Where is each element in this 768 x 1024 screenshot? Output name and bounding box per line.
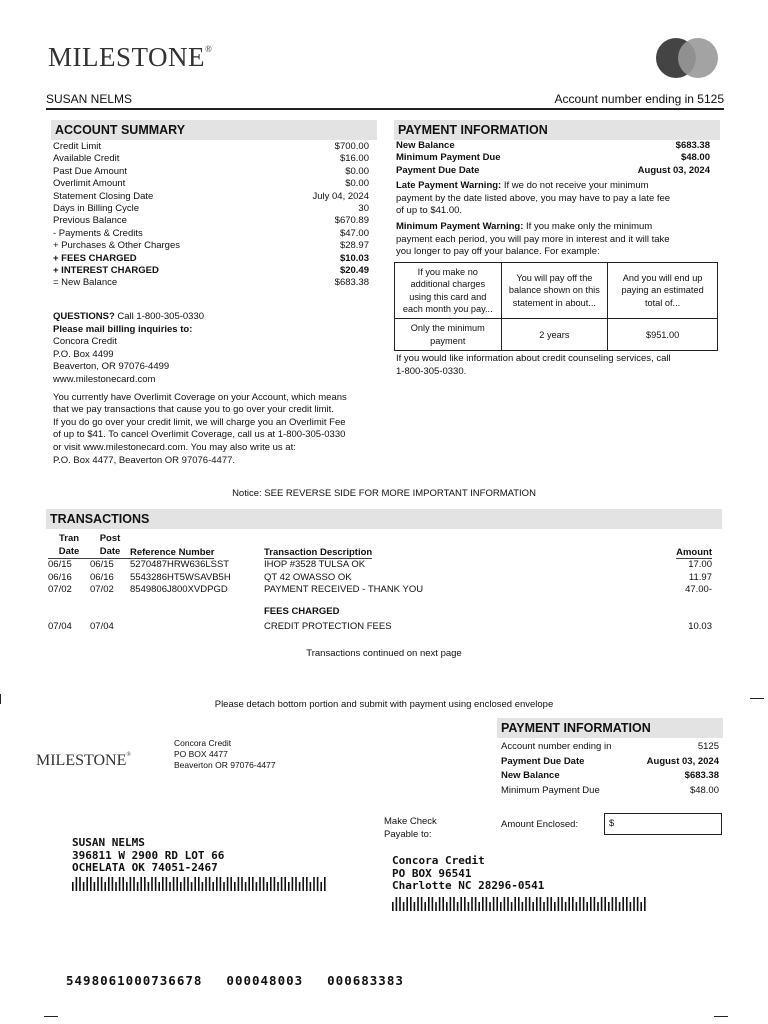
barcode-bar xyxy=(227,877,229,891)
section-title: ACCOUNT SUMMARY xyxy=(51,120,377,140)
barcode-bar xyxy=(144,877,146,891)
barcode-bar xyxy=(590,897,592,911)
barcode-bar xyxy=(252,877,254,891)
barcode-bar xyxy=(630,902,632,911)
section-title: PAYMENT INFORMATION xyxy=(394,120,720,140)
barcode-bar xyxy=(550,897,552,911)
amount-enclosed-label: Amount Enclosed: xyxy=(501,819,579,830)
barcode-bar xyxy=(234,882,236,891)
contact-info: QUESTIONS? Call 1-800-305-0330 Please mail billing inquiries to: Concora Credit P.O. Box 4499 Beaverton, OR 97076-4499 www.milestonecard.com You currently have Overlimit Coverage on your Account, which means that we pay transactions that cause you to go over your credit limit. If you do go over your credit limit, we will charge you an Overlimit Fee of up to $41. To cancel Overlimit Coverage, call us at 1-800-305-0330 or visit www.milestonecard.com. You may also write us at: P.O. Box 4477, Beaverton OR 97076-4477. xyxy=(53,311,373,467)
continued-note: Transactions continued on next page xyxy=(306,648,462,659)
barcode-bar xyxy=(522,902,524,911)
barcode-bar xyxy=(148,882,150,891)
barcode-bar xyxy=(112,877,114,891)
barcode-bar xyxy=(619,902,621,911)
barcode-bar xyxy=(263,877,265,891)
barcode-bar xyxy=(597,902,599,911)
barcode-bar xyxy=(489,902,491,911)
section-title: PAYMENT INFORMATION xyxy=(497,718,723,738)
barcode-bar xyxy=(446,902,448,911)
barcode-bar xyxy=(586,902,588,911)
cut-mark xyxy=(44,1016,58,1017)
barcode-bar xyxy=(468,902,470,911)
summary-row: Credit Limit $700.00 xyxy=(53,141,369,152)
account-ending: Account number ending in 5125 xyxy=(554,92,724,106)
barcode-bar xyxy=(238,877,240,891)
barcode-bar xyxy=(299,882,301,891)
transaction-rows xyxy=(46,559,722,597)
barcode-bar xyxy=(633,897,635,911)
barcode-bar xyxy=(274,877,276,891)
barcode-bar xyxy=(101,877,103,891)
barcode-bar xyxy=(601,897,603,911)
barcode-bar xyxy=(594,897,596,911)
barcode-bar xyxy=(94,882,96,891)
barcode-bar xyxy=(612,897,614,911)
barcode-bar xyxy=(108,877,110,891)
fees-title: FEES CHARGED xyxy=(264,605,340,617)
milestone-logo: MILESTONE® xyxy=(48,42,213,72)
barcode-bar xyxy=(568,897,570,911)
barcode-bar xyxy=(457,902,459,911)
barcode-bar xyxy=(194,877,196,891)
barcode-bar xyxy=(403,902,405,911)
table-row: 07/02 07/02 8549806J800XVDPGD PAYMENT RECEIVED - THANK YOU 47.00- xyxy=(48,584,712,596)
summary-row: - Payments & Credits $47.00 xyxy=(53,227,369,239)
barcode-bar xyxy=(406,897,408,911)
barcode-bar xyxy=(604,897,606,911)
barcode-bar xyxy=(536,897,538,911)
barcode-bar xyxy=(284,877,286,891)
barcode-bar xyxy=(155,877,157,891)
account-summary-rows xyxy=(51,141,377,290)
scan-line: 5498061000736678 000048003 000683383 xyxy=(66,973,404,988)
barcode-bar xyxy=(162,877,164,891)
barcode-bar xyxy=(424,902,426,911)
barcode-bar xyxy=(532,902,534,911)
coupon-row: Account number ending in 5125 xyxy=(501,741,719,752)
barcode-bar xyxy=(392,902,394,911)
barcode-bar xyxy=(435,902,437,911)
barcode-bar xyxy=(76,877,78,891)
barcode-bar xyxy=(543,902,545,911)
barcode-bar xyxy=(496,897,498,911)
amount-enclosed-field[interactable]: $ xyxy=(604,813,722,835)
barcode-bar xyxy=(579,897,581,911)
barcode-bar xyxy=(169,882,171,891)
barcode-bar xyxy=(79,877,81,891)
barcode-bar xyxy=(202,882,204,891)
barcode-bar xyxy=(317,877,319,891)
account-summary xyxy=(51,120,377,290)
barcode-bar xyxy=(583,897,585,911)
barcode-bar xyxy=(565,902,567,911)
barcode-bar xyxy=(122,877,124,891)
barcode-bar xyxy=(230,877,232,891)
barcode-bar xyxy=(256,882,258,891)
barcode-bar xyxy=(313,877,315,891)
payment-information: PAYMENT INFORMATION New Balance $683.38 Minimum Payment Due $48.00 Payment Due Date August 03, 2024 Late Payment Warning: If we do not receive your minimum payment by the date listed above, you may have to pay a late fee of up to $41.00. Minimum Payment Warning: If you make only the minimum payment each period, you will pay more in interest and it will take you longer to pay off your balance. For example: If you make no additional charges using this card and each month you pay... You will pay off the balance shown on this statement in about... And you will end up paying an estimated total of... Only the minimum payment 2 years $951.00 If you would like information about credit counseling services, call 1-800-305-0330. xyxy=(394,120,720,378)
barcode-bar xyxy=(428,897,430,911)
cut-mark xyxy=(714,1016,728,1017)
barcode-bar xyxy=(396,897,398,911)
barcode-bar xyxy=(97,877,99,891)
barcode-bar xyxy=(421,897,423,911)
barcode-bar xyxy=(281,877,283,891)
barcode-bar xyxy=(176,877,178,891)
barcode-bar xyxy=(209,877,211,891)
barcode-bar xyxy=(475,897,477,911)
barcode-bar xyxy=(295,877,297,891)
summary-row: Days in Billing Cycle 30 xyxy=(53,203,369,215)
barcode-bar xyxy=(151,877,153,891)
barcode-bar xyxy=(166,877,168,891)
barcode-bar xyxy=(292,877,294,891)
barcode-bar xyxy=(115,882,117,891)
barcode-bar xyxy=(277,882,279,891)
postal-barcode xyxy=(392,897,648,911)
barcode-bar xyxy=(288,882,290,891)
barcode-bar xyxy=(223,882,225,891)
barcode-bar xyxy=(310,882,312,891)
barcode-bar xyxy=(259,877,261,891)
barcode-bar xyxy=(626,897,628,911)
barcode-bar xyxy=(640,902,642,911)
barcode-bar xyxy=(439,897,441,911)
detach-instruction: Please detach bottom portion and submit with payment using enclosed envelope xyxy=(214,699,554,710)
account-header xyxy=(46,92,724,106)
barcode-bar xyxy=(504,897,506,911)
barcode-bar xyxy=(241,877,243,891)
barcode-bar xyxy=(133,877,135,891)
make-check-label: Make Check Payable to: xyxy=(384,816,437,840)
barcode-bar xyxy=(72,882,74,891)
customer-address: SUSAN NELMS 396811 W 2900 RD LOT 66 OCHELATA OK 74051-2467 xyxy=(72,836,225,874)
barcode-bar xyxy=(266,882,268,891)
barcode-bar xyxy=(126,882,128,891)
summary-row: + Purchases & Other Charges $28.97 xyxy=(53,240,369,252)
barcode-bar xyxy=(220,877,222,891)
barcode-bar xyxy=(637,897,639,911)
coupon-row: Minimum Payment Due $48.00 xyxy=(501,784,719,796)
barcode-bar xyxy=(410,897,412,911)
barcode-bar xyxy=(90,877,92,891)
barcode-bar xyxy=(184,877,186,891)
barcode-bar xyxy=(540,897,542,911)
barcode-bar xyxy=(137,882,139,891)
postal-barcode xyxy=(72,877,328,891)
notice-text: Notice: SEE REVERSE SIDE FOR MORE IMPORTANT INFORMATION xyxy=(232,488,536,499)
barcode-bar xyxy=(140,877,142,891)
barcode-bar xyxy=(245,882,247,891)
barcode-bar xyxy=(561,897,563,911)
minimum-payment-table: If you make no additional charges using this card and each month you pay... You will pay off the balance shown on this statement in about... And you will end up paying an estimated total of... Only the minimum payment 2 years $951.00 xyxy=(394,262,718,351)
barcode-bar xyxy=(86,877,88,891)
summary-row: Available Credit $16.00 xyxy=(53,153,369,165)
barcode-bar xyxy=(576,902,578,911)
coupon-rows xyxy=(497,740,723,798)
barcode-bar xyxy=(417,897,419,911)
barcode-bar xyxy=(486,897,488,911)
barcode-bar xyxy=(471,897,473,911)
barcode-bar xyxy=(83,882,85,891)
barcode-bar xyxy=(270,877,272,891)
barcode-bar xyxy=(302,877,304,891)
barcode-bar xyxy=(493,897,495,911)
barcode-bar xyxy=(514,897,516,911)
coupon-row: Payment Due Date August 03, 2024 xyxy=(501,755,719,767)
barcode-bar xyxy=(414,902,416,911)
barcode-bar xyxy=(507,897,509,911)
barcode-bar xyxy=(529,897,531,911)
barcode-bar xyxy=(158,882,160,891)
barcode-bar xyxy=(622,897,624,911)
barcode-bar xyxy=(191,882,193,891)
barcode-bar xyxy=(130,877,132,891)
barcode-bar xyxy=(464,897,466,911)
card-network-logo xyxy=(656,38,720,78)
barcode-bar xyxy=(187,877,189,891)
remit-address: Concora Credit PO BOX 4477 Beaverton OR 97076-4477 xyxy=(174,738,276,770)
barcode-bar xyxy=(644,897,646,911)
barcode-bar xyxy=(453,897,455,911)
barcode-bar xyxy=(572,897,574,911)
barcode-bar xyxy=(518,897,520,911)
barcode-bar xyxy=(104,882,106,891)
coupon-row: New Balance $683.38 xyxy=(501,770,719,781)
divider xyxy=(46,108,724,110)
section-title: TRANSACTIONS xyxy=(46,509,722,529)
barcode-bar xyxy=(399,897,401,911)
table-row: 07/04 07/04 CREDIT PROTECTION FEES 10.03 xyxy=(48,620,712,632)
summary-row: = New Balance $683.38 xyxy=(53,277,369,289)
barcode-bar xyxy=(558,897,560,911)
barcode-bar xyxy=(119,877,121,891)
barcode-bar xyxy=(306,877,308,891)
barcode-bar xyxy=(608,902,610,911)
barcode-bar xyxy=(450,897,452,911)
barcode-bar xyxy=(212,882,214,891)
summary-row: Previous Balance $670.89 xyxy=(53,215,369,227)
barcode-bar xyxy=(547,897,549,911)
barcode-bar xyxy=(180,882,182,891)
barcode-bar xyxy=(460,897,462,911)
payee-address: Concora Credit PO BOX 96541 Charlotte NC 28296-0541 xyxy=(392,854,545,892)
table-row: 06/16 06/16 5543286HT5WSAVB5H QT 42 OWASSO OK 11.97 xyxy=(48,571,712,583)
barcode-bar xyxy=(511,902,513,911)
table-row: 06/15 06/15 5270487HRW636LSST IHOP #3528 TULSA OK 17.00 xyxy=(48,559,712,571)
summary-row: + FEES CHARGED $10.03 xyxy=(53,252,369,264)
barcode-bar xyxy=(432,897,434,911)
coupon-payment-information xyxy=(497,718,723,798)
summary-row: + INTEREST CHARGED $20.49 xyxy=(53,265,369,277)
transactions: TRANSACTIONS Tran Date Post Date Reference Number Transaction Description Amount 06/15 06/15 5270487HRW636LSST IHOP #3528 TULSA OK 17.00 06/16 06/16 5543286HT5WSAVB5H QT 42 OWASSO OK 11.97 07/02 07/02 8549806J800XVDPGD PAYMENT RECEIVED - THANK YOU 47.00- FEES CHARGED 07/04 07/04 CREDIT PROTECTION FEES 10.03 xyxy=(46,509,722,633)
barcode-bar xyxy=(205,877,207,891)
customer-name: SUSAN NELMS xyxy=(46,92,133,106)
summary-row: Overlimit Amount $0.00 xyxy=(53,178,369,190)
barcode-bar xyxy=(478,902,480,911)
summary-row: Statement Closing Date July 04, 2024 xyxy=(53,190,369,202)
barcode-bar xyxy=(554,902,556,911)
website-link[interactable]: www.milestonecard.com xyxy=(53,373,156,385)
barcode-bar xyxy=(320,882,322,891)
barcode-bar xyxy=(525,897,527,911)
barcode-bar xyxy=(248,877,250,891)
barcode-bar xyxy=(442,897,444,911)
barcode-bar xyxy=(198,877,200,891)
barcode-bar xyxy=(324,877,326,891)
barcode-bar xyxy=(216,877,218,891)
barcode-bar xyxy=(615,897,617,911)
barcode-bar xyxy=(173,877,175,891)
barcode-bar xyxy=(500,902,502,911)
barcode-bar xyxy=(482,897,484,911)
summary-row: Past Due Amount $0.00 xyxy=(53,165,369,177)
milestone-logo-small: MILESTONE® xyxy=(36,752,131,769)
